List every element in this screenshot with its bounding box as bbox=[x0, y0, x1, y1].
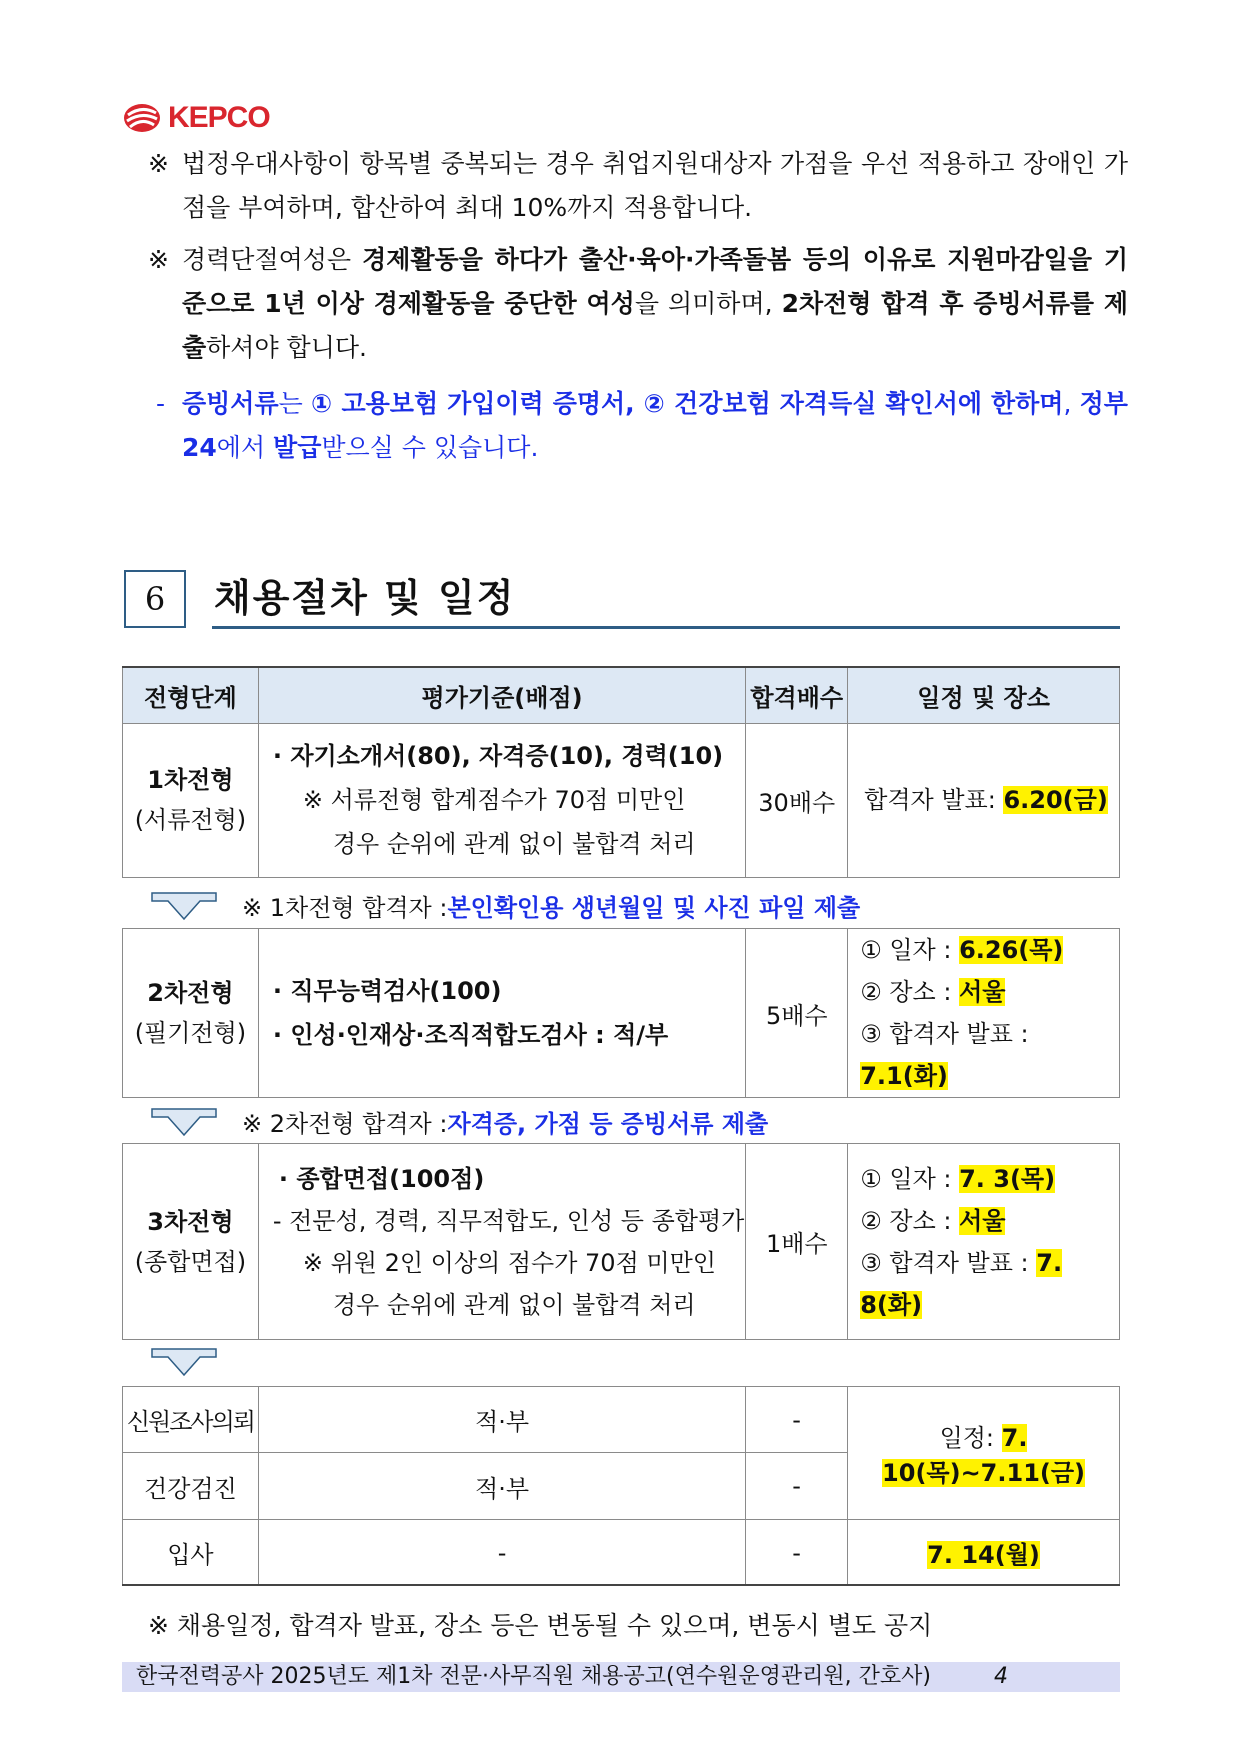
schedule-label: 합격자 발표: bbox=[864, 786, 1004, 814]
criteria-cell bbox=[258, 1144, 745, 1340]
note-preferential-points bbox=[148, 142, 1128, 230]
schedule-cell bbox=[848, 723, 1120, 877]
kepco-logo bbox=[122, 102, 270, 134]
multiple-cell: 30배수 bbox=[746, 723, 848, 877]
note-bold-part: ① 고용보험 가입이력 증명서, ② 건강보험 자격득실 확인서에 한하며 bbox=[311, 389, 1064, 418]
schedule-line bbox=[860, 1158, 1119, 1200]
arrow-step-3 bbox=[150, 1347, 242, 1377]
stage-name: 2차전형 bbox=[147, 979, 234, 1007]
schedule-value: 6.26(목) bbox=[959, 936, 1064, 964]
logo-text: KEPCO bbox=[168, 101, 270, 134]
header-criteria: 평가기준(배점) bbox=[258, 667, 745, 723]
stage-sub: (서류전형) bbox=[134, 806, 247, 834]
section-underline bbox=[212, 626, 1120, 629]
note-text-part: 을 의미하며, bbox=[634, 289, 782, 318]
schedule-value: 서울 bbox=[959, 1206, 1006, 1235]
stage-sub: (종합면접) bbox=[134, 1247, 247, 1276]
note-text-part: 경력단절여성은 bbox=[182, 245, 363, 274]
arrow-prefix: ※ 1차전형 합격자 : bbox=[242, 894, 448, 922]
schedule-table-stage3 bbox=[122, 1143, 1120, 1340]
criteria-cell bbox=[258, 929, 745, 1098]
note-bold-part: 경제활동을 하다가 출산·육아·가족돌봄 등의 이유로 지원마감일을 기준으로 1년 이상 경제활동을 중단한 여성 bbox=[182, 245, 1129, 318]
arrow-step-2 bbox=[150, 1104, 768, 1139]
multiple-cell: 1배수 bbox=[746, 1144, 848, 1340]
table-row bbox=[123, 1387, 1120, 1453]
note-bold-part: 발급 bbox=[273, 433, 322, 462]
schedule-label: 일정: bbox=[939, 1424, 1002, 1452]
table-row bbox=[123, 723, 1120, 877]
schedule-table-final bbox=[122, 1386, 1120, 1586]
note-documents bbox=[156, 382, 1128, 470]
schedule-label: ② 장소 : bbox=[860, 978, 960, 1006]
note-text: 법정우대사항이 항목별 중복되는 경우 취업지원대상자 가점을 우선 적용하고 장애인 가점을 부여하며, 합산하여 최대 10%까지 적용합니다. bbox=[182, 149, 1128, 222]
header-stage: 전형단계 bbox=[123, 667, 259, 723]
schedule-line bbox=[860, 1242, 1119, 1326]
down-arrow-icon bbox=[150, 891, 218, 921]
criteria-line: · 자기소개서(80), 자격증(10), 경력(10) bbox=[272, 742, 724, 770]
note-bold-part: 증빙서류 bbox=[182, 389, 279, 418]
criteria-cell bbox=[258, 723, 745, 877]
schedule-label: ③ 합격자 발표 : bbox=[860, 1248, 1037, 1277]
criteria-line: 경우 순위에 관계 없이 불합격 처리 bbox=[332, 830, 696, 858]
table-row bbox=[123, 1520, 1120, 1586]
stage-cell: 입사 bbox=[123, 1520, 259, 1586]
stage-cell bbox=[123, 723, 259, 877]
stage-cell: 건강검진 bbox=[123, 1453, 259, 1520]
schedule-table-stage2 bbox=[122, 928, 1120, 1098]
stage-name: 1차전형 bbox=[147, 766, 234, 794]
down-arrow-icon bbox=[150, 1107, 218, 1137]
stage-cell bbox=[123, 929, 259, 1098]
table-row bbox=[123, 1144, 1120, 1340]
final-note: ※ 채용일정, 합격자 발표, 장소 등은 변동될 수 있으며, 변동시 별도 공지 bbox=[148, 1611, 933, 1640]
section-number: 6 bbox=[124, 570, 186, 628]
table-header-row bbox=[123, 667, 1120, 723]
schedule-label: ③ 합격자 발표 : bbox=[860, 1020, 1029, 1048]
header-multiple: 합격배수 bbox=[746, 667, 848, 723]
stage-sub: (필기전형) bbox=[134, 1019, 247, 1047]
schedule-line bbox=[860, 929, 1119, 971]
criteria-line: 경우 순위에 관계 없이 불합격 처리 bbox=[332, 1290, 696, 1319]
footer-text: 한국전력공사 2025년도 제1차 전문·사무직원 채용공고(연수원운영관리원, 간호사) bbox=[136, 1664, 931, 1689]
schedule-line bbox=[860, 1013, 1119, 1097]
table-row bbox=[123, 929, 1120, 1098]
schedule-value: 7. 10(목)~7.11(금) bbox=[882, 1424, 1086, 1487]
arrow-text: 자격증, 가점 등 증빙서류 제출 bbox=[447, 1110, 769, 1138]
schedule-value: 7.1(화) bbox=[860, 1062, 948, 1090]
note-text-part: 받으실 수 있습니다. bbox=[321, 433, 539, 462]
arrow-text: 본인확인용 생년월일 및 사진 파일 제출 bbox=[447, 894, 861, 922]
note-mark: ※ bbox=[148, 245, 169, 274]
schedule-value: 서울 bbox=[959, 978, 1006, 1006]
table-bottom-rule bbox=[122, 1584, 1120, 1586]
note-text-part: 하셔야 합니다. bbox=[206, 333, 367, 362]
note-text-part: 는 bbox=[278, 389, 312, 418]
schedule-cell bbox=[848, 1144, 1120, 1340]
schedule-cell bbox=[848, 1520, 1120, 1586]
note-bold-part: 2차전형 합격 후 증빙서류를 제출 bbox=[182, 289, 1129, 362]
schedule-line bbox=[860, 1200, 1119, 1242]
schedule-value: 7. 14(월) bbox=[927, 1541, 1040, 1569]
schedule-value: 7. 3(목) bbox=[959, 1164, 1056, 1193]
schedule-label: ① 일자 : bbox=[860, 1164, 960, 1193]
criteria-cell: - bbox=[258, 1520, 745, 1586]
stage-cell: 신원조사의뢰 bbox=[123, 1387, 259, 1453]
multiple-cell: - bbox=[746, 1453, 848, 1520]
note-bold-part: 정부24 bbox=[182, 389, 1128, 462]
note-career-break-women bbox=[148, 238, 1128, 370]
criteria-line: ※ 위원 2인 이상의 점수가 70점 미만인 bbox=[302, 1248, 716, 1277]
dash-mark: - bbox=[156, 389, 166, 418]
schedule-line bbox=[860, 971, 1119, 1013]
schedule-label: ① 일자 : bbox=[860, 936, 960, 964]
stage-cell bbox=[123, 1144, 259, 1340]
criteria-line: - 전문성, 경력, 직무적합도, 인성 등 종합평가 bbox=[272, 1206, 745, 1235]
kepco-logo-icon bbox=[122, 103, 162, 133]
schedule-label: ② 장소 : bbox=[860, 1206, 960, 1235]
multiple-cell: 5배수 bbox=[746, 929, 848, 1098]
page-number: 4 bbox=[994, 1664, 1008, 1689]
note-text-part: 에서 bbox=[216, 433, 274, 462]
criteria-cell: 적·부 bbox=[258, 1387, 745, 1453]
schedule-value: 7. 8(화) bbox=[860, 1248, 1063, 1319]
section-title: 채용절차 및 일정 bbox=[214, 576, 516, 620]
header-schedule: 일정 및 장소 bbox=[848, 667, 1120, 723]
stage-name: 3차전형 bbox=[147, 1207, 234, 1236]
schedule-cell bbox=[848, 1387, 1120, 1520]
criteria-line: · 종합면접(100점) bbox=[278, 1164, 485, 1193]
note-text-part: , bbox=[1063, 389, 1080, 418]
schedule-cell bbox=[848, 929, 1120, 1098]
schedule-table-stage1 bbox=[122, 666, 1120, 878]
criteria-line: ※ 서류전형 합계점수가 70점 미만인 bbox=[302, 786, 686, 814]
schedule-date: 6.20(금) bbox=[1003, 786, 1108, 814]
criteria-line: · 인성·인재상·조직적합도검사 : 적/부 bbox=[272, 1021, 669, 1049]
arrow-step-1 bbox=[150, 888, 860, 923]
down-arrow-icon bbox=[150, 1347, 218, 1377]
criteria-line: · 직무능력검사(100) bbox=[272, 977, 502, 1005]
page-footer bbox=[122, 1662, 1120, 1692]
note-text bbox=[148, 238, 1128, 370]
arrow-prefix: ※ 2차전형 합격자 : bbox=[242, 1110, 448, 1138]
criteria-cell: 적·부 bbox=[258, 1453, 745, 1520]
note-mark: ※ bbox=[148, 149, 169, 178]
multiple-cell: - bbox=[746, 1520, 848, 1586]
multiple-cell: - bbox=[746, 1387, 848, 1453]
note-text bbox=[156, 382, 1128, 470]
